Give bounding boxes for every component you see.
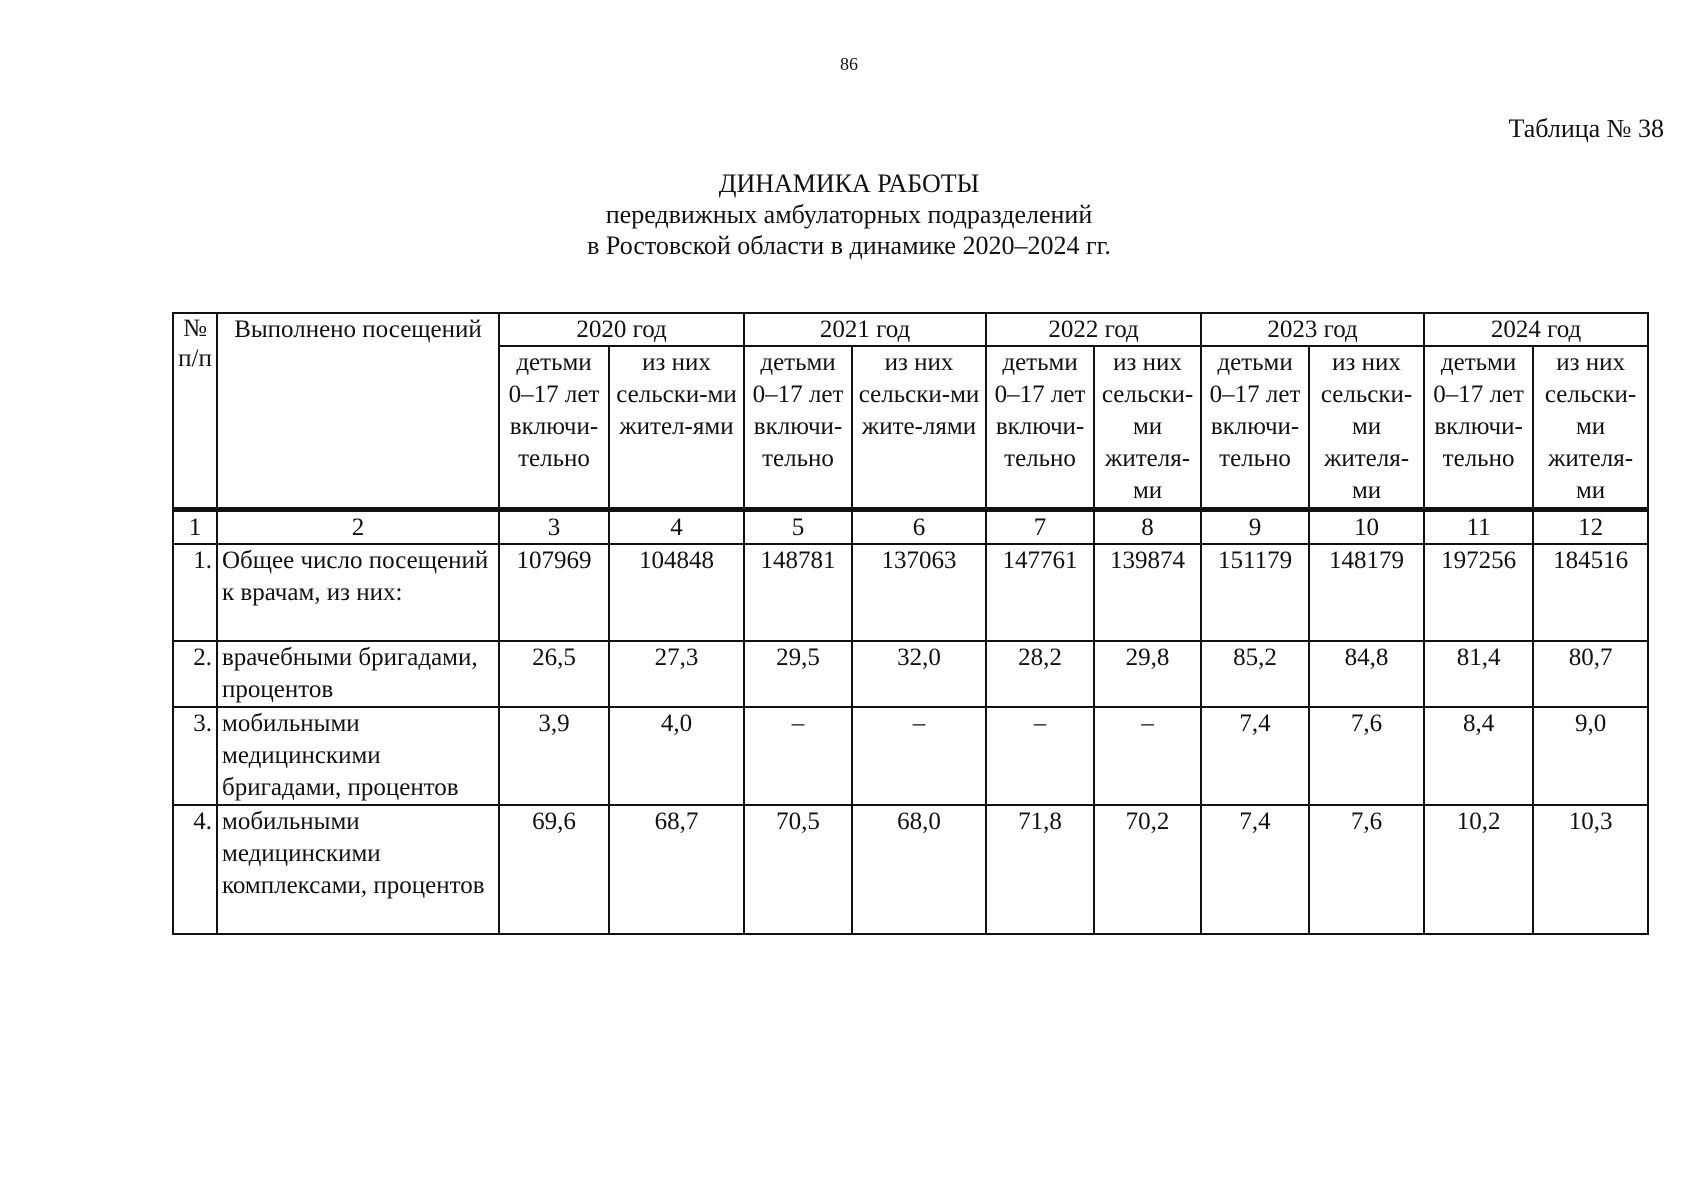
table-title — [0, 168, 1698, 261]
title-line-1: ДИНАМИКА РАБОТЫ — [718, 169, 980, 198]
cell-value: – — [744, 707, 852, 805]
cell-value: 71,8 — [986, 805, 1094, 934]
cell-value: 7,6 — [1309, 805, 1424, 934]
column-index: 1 — [173, 510, 217, 545]
column-index: 7 — [986, 510, 1094, 545]
header-year: 2020 год — [499, 313, 744, 346]
cell-value: 151179 — [1201, 544, 1309, 641]
cell-value: 4,0 — [609, 707, 744, 805]
column-index: 5 — [744, 510, 852, 545]
header-row-years — [173, 313, 1648, 346]
cell-value: 104848 — [609, 544, 744, 641]
table-number: Таблица № 38 — [1508, 114, 1664, 143]
cell-value: 7,4 — [1201, 805, 1309, 934]
cell-value: – — [1094, 707, 1201, 805]
table-row — [173, 805, 1648, 934]
column-index-row — [173, 510, 1648, 545]
row-description: мобильными медицинскими бригадами, процентов — [217, 707, 499, 805]
column-index: 9 — [1201, 510, 1309, 545]
header-subcolumn: из них сельски-ми жите-лями — [852, 346, 986, 510]
column-index: 4 — [609, 510, 744, 545]
cell-value: 84,8 — [1309, 641, 1424, 707]
column-index: 12 — [1533, 510, 1648, 545]
row-number: 1. — [173, 544, 217, 641]
cell-value: 26,5 — [499, 641, 609, 707]
cell-value: 139874 — [1094, 544, 1201, 641]
cell-value: 27,3 — [609, 641, 744, 707]
cell-value: 10,2 — [1424, 805, 1533, 934]
row-number: 2. — [173, 641, 217, 707]
header-subcolumn: из них сельски-ми жителя-ми — [1094, 346, 1201, 510]
row-description: врачебными бригадами, процентов — [217, 641, 499, 707]
cell-value: 70,5 — [744, 805, 852, 934]
cell-value: 197256 — [1424, 544, 1533, 641]
cell-value: 147761 — [986, 544, 1094, 641]
title-line-2: передвижных амбулаторных подразделений — [605, 200, 1093, 229]
cell-value: 29,8 — [1094, 641, 1201, 707]
cell-value: 8,4 — [1424, 707, 1533, 805]
cell-value: 7,4 — [1201, 707, 1309, 805]
cell-value: – — [986, 707, 1094, 805]
header-subcolumn: из них сельски-ми жителя-ми — [1309, 346, 1424, 510]
header-year: 2023 год — [1201, 313, 1424, 346]
cell-value: 81,4 — [1424, 641, 1533, 707]
header-subcolumn: детьми 0–17 лет включи-тельно — [1201, 346, 1309, 510]
header-number: № п/п — [173, 313, 217, 510]
column-index: 6 — [852, 510, 986, 545]
row-description: Общее число посещений к врачам, из них: — [217, 544, 499, 641]
header-subcolumn: детьми 0–17 лет включи-тельно — [986, 346, 1094, 510]
cell-value: 28,2 — [986, 641, 1094, 707]
header-subcolumn: детьми 0–17 лет включи-тельно — [744, 346, 852, 510]
row-description: мобильными медицинскими комплексами, процентов — [217, 805, 499, 934]
header-subcolumn: из них сельски-ми жителя-ми — [1533, 346, 1648, 510]
cell-value: 7,6 — [1309, 707, 1424, 805]
header-description: Выполнено посещений — [217, 313, 499, 510]
cell-value: 3,9 — [499, 707, 609, 805]
page-number: 86 — [840, 54, 858, 74]
header-subcolumn: детьми 0–17 лет включи-тельно — [499, 346, 609, 510]
cell-value: 29,5 — [744, 641, 852, 707]
header-year: 2022 год — [986, 313, 1201, 346]
cell-value: 184516 — [1533, 544, 1648, 641]
table-row — [173, 544, 1648, 641]
cell-value: 9,0 — [1533, 707, 1648, 805]
table-row — [173, 707, 1648, 805]
title-line-3: в Ростовской области в динамике 2020–2024 гг. — [587, 231, 1111, 260]
cell-value: 32,0 — [852, 641, 986, 707]
cell-value: – — [852, 707, 986, 805]
header-subcolumn: детьми 0–17 лет включи-тельно — [1424, 346, 1533, 510]
statistics-table — [172, 312, 1649, 935]
cell-value: 69,6 — [499, 805, 609, 934]
cell-value: 68,0 — [852, 805, 986, 934]
row-number: 4. — [173, 805, 217, 934]
row-number: 3. — [173, 707, 217, 805]
cell-value: 70,2 — [1094, 805, 1201, 934]
cell-value: 10,3 — [1533, 805, 1648, 934]
cell-value: 137063 — [852, 544, 986, 641]
column-index: 8 — [1094, 510, 1201, 545]
table-row — [173, 641, 1648, 707]
cell-value: 148179 — [1309, 544, 1424, 641]
column-index: 3 — [499, 510, 609, 545]
cell-value: 107969 — [499, 544, 609, 641]
column-index: 10 — [1309, 510, 1424, 545]
cell-value: 85,2 — [1201, 641, 1309, 707]
header-year: 2024 год — [1424, 313, 1648, 346]
header-subcolumn: из них сельски-ми жител-ями — [609, 346, 744, 510]
column-index: 11 — [1424, 510, 1533, 545]
column-index: 2 — [217, 510, 499, 545]
header-year: 2021 год — [744, 313, 986, 346]
cell-value: 148781 — [744, 544, 852, 641]
cell-value: 68,7 — [609, 805, 744, 934]
cell-value: 80,7 — [1533, 641, 1648, 707]
